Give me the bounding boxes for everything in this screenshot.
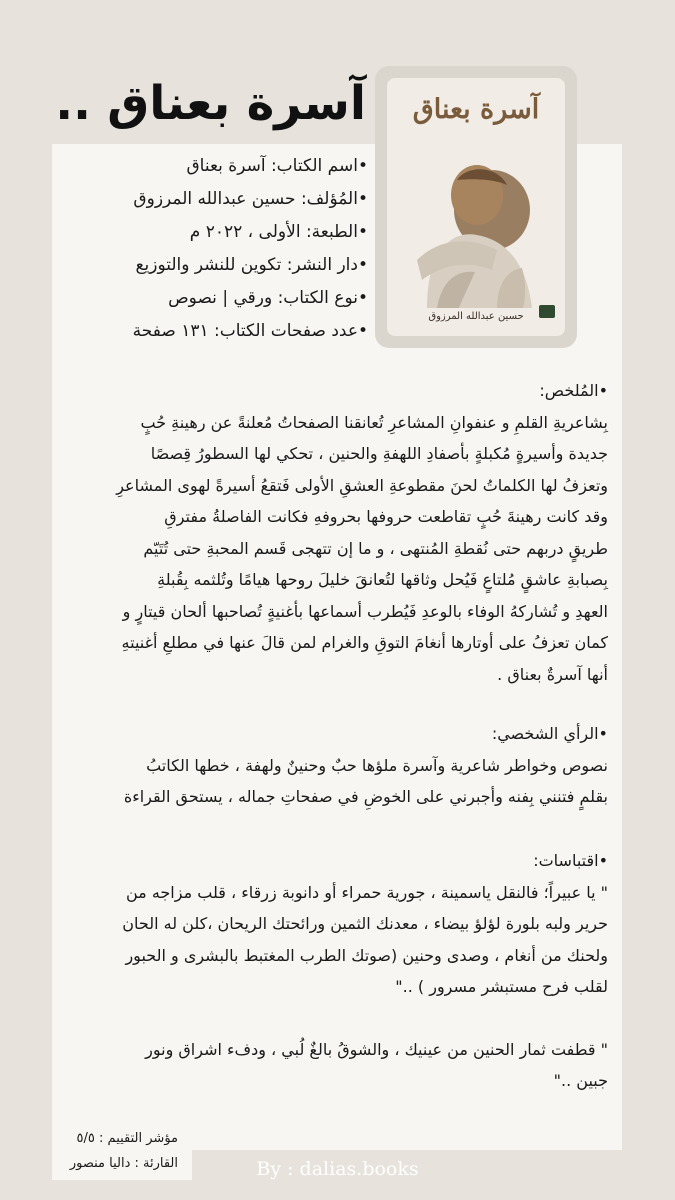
summary-line: أنها آسرةٌ بعناق . (497, 664, 608, 684)
opinion-section (86, 718, 608, 813)
quotes-section (86, 845, 608, 1097)
summary-heading: •المُلخص: (539, 381, 608, 400)
summary-line: طريقٍ دربهم حتى نُقطةِ المُنتهى ، و ما إن تتهجى قَسم المحبةِ حتى تُتَيّم (143, 538, 608, 558)
opinion-heading: •الرأي الشخصي: (491, 724, 608, 743)
detail-type: •نوع الكتاب: ورقي | نصوص (168, 288, 368, 308)
book-cover-frame (375, 66, 577, 348)
detail-title: •اسم الكتاب: آسرة بعناق (186, 156, 368, 176)
book-cover-author: حسين عبدالله المرزوق (428, 311, 524, 322)
detail-publisher: •دار النشر: تكوين للنشر والتوزيع (135, 255, 368, 275)
quote-line: لقلب فرح مستبشر مسرور ) .." (395, 977, 608, 996)
rating-label: مؤشر التقييم : ٥/٥ (52, 1126, 192, 1152)
quote-line: جبين .." (553, 1071, 608, 1090)
quote-line: " قطفت ثمار الحنين من عينيك ، والشوقُ بالغٌ لُبي ، ودفء اشراق ونور (145, 1039, 608, 1059)
quote-spacer (86, 1003, 608, 1034)
summary-line: بِشاعريةِ القلمِ و عنفوانِ المشاعرِ تُعانقنا الصفحاتُ مُعلنةً عن رهينةِ حُبٍ (140, 412, 608, 432)
quote-line: حرير ولبه بلورة لؤلؤ بيضاء ، معدنك الثمين ورائحتك الريحان ،كلن له الحان (122, 914, 608, 933)
book-cover-title: آسرة بعناق (412, 94, 540, 125)
book-cover (387, 78, 565, 336)
summary-line: بِصبابةِ عاشقٍ مُلتاعٍ فَيُحل وثاقها لتُعانقَ خليلَ روحها هيامًا وتُلثمه بِقُبلةِ (157, 570, 608, 589)
quote-line: " يا عبيراً؛ فالنقل ياسمينة ، جورية حمراء أو دانوبة زرقاء ، قلب مزاجه من (126, 882, 608, 902)
quotes-heading: •اقتباسات: (533, 851, 608, 870)
summary-section (86, 375, 608, 690)
reader-label: القارئة : داليا منصور (52, 1152, 192, 1180)
quote-line: ولحنك من أنغام ، وصدى وحنين (صوتك الطرب المغتبط بالبشرى و الحبور (125, 945, 608, 965)
summary-line: العهدِ و تُشاركهُ الوفاء بالوعدِ فَيُطرب أسماعها بأغنيةٍ تُصاحبها ألحان قيتارٍ و (122, 601, 608, 621)
summary-line: وتعزفُ لها الكلماتُ لحنَ مقطوعةِ العشقِ الأولى فَتقعُ أسيرةً لهوى المشاعرِ (116, 475, 608, 495)
detail-author: •المُؤلف: حسين عبدالله المرزوق (133, 189, 368, 209)
embracing-couple-illustration (397, 140, 555, 308)
opinion-line: نصوص وخواطر شاعرية وآسرة ملؤها حبٌ وحنينٌ ولهفة ، خطها الكاتبُ (146, 755, 608, 775)
page-title: آسرة بعناق .. (55, 76, 366, 131)
detail-edition: •الطبعة: الأولى ، ٢٠٢٢ م (189, 222, 368, 242)
detail-pages: •عدد صفحات الكتاب: ١٣١ صفحة (132, 321, 368, 341)
book-details (100, 150, 368, 348)
summary-line: وقد كانت رهينةَ حُبٍ تقاطعت حروفها بحروفهِ فكانت الفاصلةُ مفترقِ (164, 507, 608, 526)
summary-line: جديدة وأسيرةٍ مُكبلةٍ بأصفادِ اللهفةِ والحنين ، تحكي لها السطورُ قِصصًا (150, 444, 608, 463)
credit-footer: By : dalias.books (256, 1158, 419, 1180)
summary-line: كمان تعزفُ على أوتارها أنغامَ التوقِ والغرام لمن قالَ عنها في مطلعِ أغنيتهِ (121, 633, 608, 652)
opinion-line: بقلمٍ فتنني بِفنه وأجبرني على الخوضِ في صفحاتِ جماله ، يستحق القراءة (123, 787, 608, 806)
